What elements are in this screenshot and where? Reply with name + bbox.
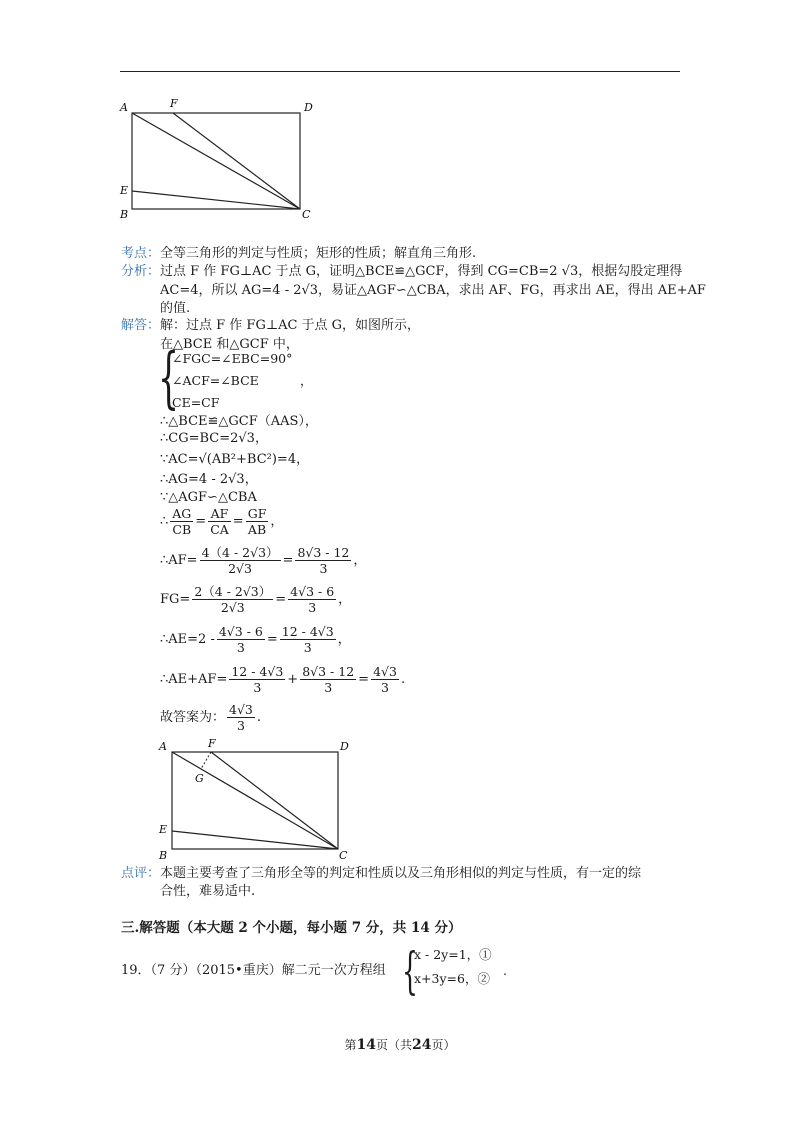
fig2-label-A: A [159,740,167,753]
kaodian-line [121,246,476,262]
fig2-label-E: E [159,823,168,836]
fenxi-line2: AC=4，所以 AG=4 - 2√3，易证△AGF∽△CBA，求出 AF、FG，再求出 AE，得出 AE+AF [160,283,706,298]
dianping-line2: 合性，难易适中. [160,884,256,899]
fg-line: FG= $\frac{2(4 - 2√3)}{2√3}$ = $\frac{4√3 - 6}{3}$ ， [160,584,352,615]
fig2-label-B: B [159,849,168,862]
fig2-label-G: G [195,772,204,785]
fenxi-tag: 分析： [121,264,161,279]
ae-af-line: ∴AE+AF= $\frac{12 - 4√3}{3}$ + $\frac{8√3 - 12}{3}$ = $\frac{4√3}{3}$ . [160,664,406,695]
page-total: 24 [412,1037,432,1053]
page-footer: 第14页（共24页） [344,1037,456,1053]
jieda-line1 [121,318,420,334]
answer-line: 故答案为： $\frac{4√3}{3}$ . [160,702,262,733]
af-line: ∴AF= $\frac{4(4 - 2√3)}{2√3}$ = $\frac{8√3 - 12}{3}$ ， [160,545,367,576]
q19-end: . [503,963,507,978]
jieda-line2: 在△BCE 和△GCF 中， [160,337,299,352]
dianping-text1: 本题主要考查了三角形全等的判定和性质以及三角形相似的判定与性质，有一定的综 [160,866,642,881]
jieda-line5: ∵AC=√(AB²+BC²)=4， [160,452,310,467]
fenxi-line1 [121,264,682,280]
kaodian-text: 全等三角形的判定与性质；矩形的性质；解直角三角形. [160,246,477,261]
jieda-line3: ∴△BCE≌△GCF（AAS）， [160,414,318,429]
jieda-line4: ∴CG=BC=2√3， [160,431,268,446]
ae-line: ∴AE=2 - $\frac{4√3 - 6}{3}$ = $\frac{12 - 4√3}{3}$ ， [160,624,351,655]
q19-eq2: x+3y=6，② [414,971,490,986]
system-end: ， [300,373,313,388]
label-D: D [304,101,313,114]
label-A: A [120,101,128,114]
figure-rectangle-1 [114,96,324,224]
header-rule [120,71,680,72]
dianping-tag: 点评： [121,866,161,881]
q19-eq1: x - 2y=1，① [414,947,492,962]
label-E: E [120,184,129,197]
jieda-line7: ∵△AGF∽△CBA [160,490,257,505]
jieda-text1: 解：过点 F 作 FG⊥AC 于点 G，如图所示， [160,318,421,333]
system-brace: { [158,339,179,416]
ratio-line: ∴ $\frac{AG}{CB}$ = $\frac{AF}{CA}$ = $\frac{GF}{AB}$ ， [160,506,284,537]
label-C: C [302,208,311,221]
label-B: B [120,208,129,221]
system-eq2: ∠ACF=∠BCE [172,373,259,388]
label-F: F [170,97,178,110]
fig2-label-C: C [339,849,348,862]
system-eq3: CE=CF [172,395,220,410]
system-eq1: ∠FGC=∠EBC=90° [172,351,293,366]
figure-rectangle-2 [155,737,355,865]
q19-text: 19．（7 分）（2015•重庆）解二元一次方程组 [121,963,386,978]
fig2-label-D: D [340,740,349,753]
fig2-label-F: F [208,737,216,750]
fenxi-text1: 过点 F 作 FG⊥AC 于点 G，证明△BCE≌△GCF，得到 CG=CB=2 √3，根据勾股定理得 [160,264,683,279]
kaodian-tag: 考点： [121,246,161,261]
fenxi-line3: 的值. [160,301,191,316]
dianping-line1 [121,866,641,882]
section-title: 三.解答题（本大题 2 个小题，每小题 7 分，共 14 分） [121,920,462,936]
q19-brace: { [402,942,418,1000]
jieda-tag: 解答： [121,318,161,333]
jieda-line6: ∴AG=4 - 2√3， [160,472,258,487]
page-number: 14 [356,1037,376,1053]
